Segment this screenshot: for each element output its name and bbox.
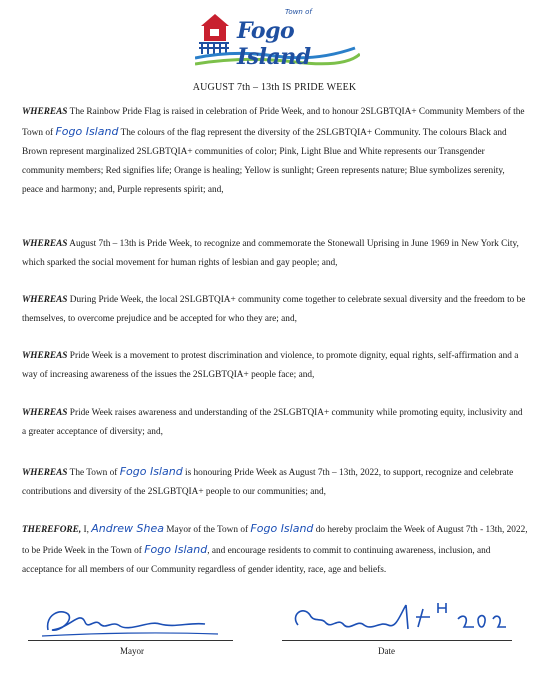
date-signature xyxy=(288,595,508,643)
date-label: Date xyxy=(378,646,395,656)
whereas-paragraph-6: WHEREAS The Town of Fogo Island is honouring Pride Week as August 7th – 13th, 2022, to support, recognize and celebrate contributions and diversity of the 2SLGBTQIA+ people to our communities; and, xyxy=(22,465,514,497)
mayor-signature-line xyxy=(28,640,233,641)
town-logo xyxy=(195,8,360,70)
mayor-label: Mayor xyxy=(120,646,144,656)
whereas-paragraph-2: WHEREAS August 7th – 13th is Pride Week, to recognize and commemorate the Stonewall Uprising in June 1969 in New York City, which sparked the social movement for human rights of lesbian and gay people; and, xyxy=(22,239,519,268)
whereas-paragraph-1: WHEREAS The Rainbow Pride Flag is raised in celebration of Pride Week, and to honour 2SLGBTQIA+ Community Members of the Town of Fogo Island The colours of the flag represent the diversity of the 2SLGBTQIA+ Community. The colours Black and Brown represent marginalized 2SLGBTQIA+ communities of color; Pink, Light Blue and White represents our Transgender community members; Red signifies life; Orange is healing; Yellow is sunlight; Green represents nature; Blue symbolizes serenity, peace and harmony; and, Purple represents spirit; and, xyxy=(22,107,525,195)
page-title: AUGUST 7th – 13th IS PRIDE WEEK xyxy=(192,82,357,93)
therefore-paragraph: THEREFORE, I, Andrew Shea Mayor of the Town of Fogo Island do hereby proclaim the Week of August 7th - 13th, 2022, to be Pride Week in the Town of Fogo Island, and encourage residents to commit to continuing awareness, inclusion, and acceptance for all members of our Community regardless of gender identity, race, age and beliefs. xyxy=(22,522,528,575)
whereas-paragraph-5: WHEREAS Pride Week raises awareness and understanding of the 2SLGBTQIA+ community while promoting equity, inclusivity and a greater acceptance of diversity; and, xyxy=(22,408,523,437)
date-signature-line xyxy=(282,640,512,641)
whereas-paragraph-4: WHEREAS Pride Week is a movement to protest discrimination and violence, to promote dignity, equal rights, self-affirmation and a way of increasing awareness of the issues the 2SLGBTQIA+ people face; and, xyxy=(22,351,519,380)
logo-main-text: Fogo Island xyxy=(237,18,311,70)
logo-small-text: Town of xyxy=(285,8,312,16)
mayor-signature xyxy=(40,600,220,640)
whereas-paragraph-3: WHEREAS During Pride Week, the local 2SLGBTQIA+ community come together to celebrate sexual diversity and the freedom to be themselves, to overcome prejudice and be accepted for who they are; and, xyxy=(22,295,526,324)
